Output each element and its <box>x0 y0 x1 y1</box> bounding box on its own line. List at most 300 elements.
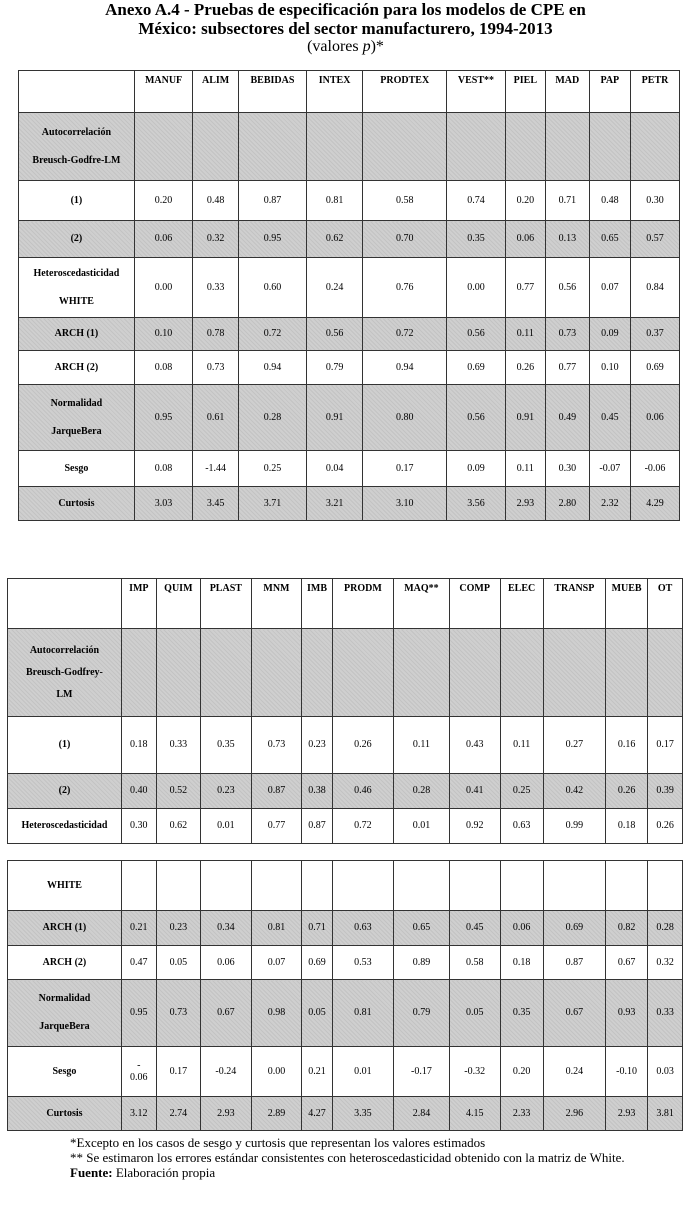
column-header: PAP <box>589 71 630 113</box>
table-cell: 0.28 <box>648 911 683 946</box>
table-cell: 0.30 <box>121 809 156 844</box>
table-cell: 2.93 <box>605 1097 647 1131</box>
row-label-line: Breusch-Godfre-LM <box>32 154 121 166</box>
table-cell: 0.73 <box>251 717 302 774</box>
table-2 <box>7 578 683 844</box>
document-title-line1: Anexo A.4 - Pruebas de especificación para los modelos de CPE en <box>105 0 586 19</box>
table-cell: -0.06 <box>631 451 680 487</box>
column-header: MAD <box>546 71 590 113</box>
table-cell: 0.87 <box>238 181 306 221</box>
row-label <box>19 258 135 318</box>
table-cell: 0.34 <box>201 911 252 946</box>
table-cell: 2.93 <box>201 1097 252 1131</box>
table-cell <box>201 861 252 911</box>
table-cell: 0.73 <box>156 980 200 1047</box>
table-cell: 0.56 <box>546 258 590 318</box>
table-cell: 0.23 <box>302 717 333 774</box>
table-row <box>8 774 683 809</box>
row-label-line: ARCH (2) <box>54 361 99 373</box>
table-cell: 0.11 <box>505 451 545 487</box>
row-label <box>8 629 122 717</box>
table-cell: 0.20 <box>505 181 545 221</box>
table-cell: 0.20 <box>500 1047 543 1097</box>
table-cell: - 0.06 <box>121 1047 156 1097</box>
row-label-line: LM <box>56 688 73 700</box>
table-cell: 0.11 <box>500 717 543 774</box>
table-cell: 0.43 <box>449 717 500 774</box>
table-cell: 0.45 <box>449 911 500 946</box>
table-cell: 0.28 <box>238 385 306 451</box>
table-cell: 0.65 <box>394 911 450 946</box>
column-header: PETR <box>631 71 680 113</box>
table-row <box>19 258 680 318</box>
table-cell: 0.04 <box>306 451 362 487</box>
table-cell: 0.09 <box>589 318 630 351</box>
table-cell: 0.81 <box>332 980 393 1047</box>
subtitle-pre: (valores <box>307 38 363 55</box>
table-cell <box>302 861 333 911</box>
row-label-line: Heteroscedasticidad <box>21 820 108 831</box>
table-cell <box>605 861 647 911</box>
table-cell <box>631 113 680 181</box>
row-label-line: (2) <box>70 233 83 244</box>
table-cell: 0.40 <box>121 774 156 809</box>
table-cell <box>251 629 302 717</box>
table-cell: 0.30 <box>546 451 590 487</box>
column-header: ELEC <box>500 579 543 629</box>
table-cell: 0.18 <box>121 717 156 774</box>
table-cell: 0.94 <box>238 351 306 385</box>
table-cell <box>543 861 605 911</box>
table-cell: 0.13 <box>546 221 590 258</box>
table-cell: 0.77 <box>251 809 302 844</box>
table-cell: 0.84 <box>631 258 680 318</box>
row-label-line: WHITE <box>58 295 94 307</box>
table-cell: 0.56 <box>447 385 505 451</box>
table-cell: 0.32 <box>648 946 683 980</box>
table-cell: 0.11 <box>505 318 545 351</box>
table-row <box>8 946 683 980</box>
table-cell: 0.91 <box>505 385 545 451</box>
table-row <box>19 318 680 351</box>
table-cell: 3.81 <box>648 1097 683 1131</box>
footnote-1: *Excepto en los casos de sesgo y curtosis que representan los valores estimados <box>70 1135 486 1150</box>
row-label <box>8 774 122 809</box>
table-cell <box>500 629 543 717</box>
column-header: BEBIDAS <box>238 71 306 113</box>
column-header: INTEX <box>306 71 362 113</box>
table-cell: 0.05 <box>156 946 200 980</box>
table-cell: 2.84 <box>394 1097 450 1131</box>
table-cell <box>251 861 302 911</box>
table-cell: -0.17 <box>394 1047 450 1097</box>
table-cell: 0.63 <box>500 809 543 844</box>
table-row <box>19 487 680 521</box>
table-cell: 3.56 <box>447 487 505 521</box>
column-header: VEST** <box>447 71 505 113</box>
table-cell: 0.56 <box>447 318 505 351</box>
table-cell: 0.78 <box>193 318 239 351</box>
table-row <box>8 861 683 911</box>
table-cell: 0.33 <box>156 717 200 774</box>
table-cell: 0.06 <box>631 385 680 451</box>
table-cell <box>156 629 200 717</box>
column-header: PIEL <box>505 71 545 113</box>
table-cell: 0.28 <box>394 774 450 809</box>
table-cell: 0.09 <box>447 451 505 487</box>
table-cell: 0.41 <box>449 774 500 809</box>
table-cell <box>238 113 306 181</box>
table-cell <box>332 861 393 911</box>
table-cell: 0.62 <box>306 221 362 258</box>
table-cell <box>363 113 447 181</box>
table-cell: 3.10 <box>363 487 447 521</box>
table-cell: 0.67 <box>201 980 252 1047</box>
table-cell: 0.35 <box>500 980 543 1047</box>
table-cell: 0.06 <box>134 221 192 258</box>
table-row <box>8 717 683 774</box>
header-row <box>19 71 680 113</box>
row-label-line: WHITE <box>46 879 82 891</box>
table-row <box>19 351 680 385</box>
row-label-line: Curtosis <box>46 1107 83 1119</box>
table-cell: 0.47 <box>121 946 156 980</box>
row-label <box>19 351 135 385</box>
table-cell: 0.72 <box>238 318 306 351</box>
row-label <box>19 318 135 351</box>
table-cell: 0.03 <box>648 1047 683 1097</box>
table-row <box>8 809 683 844</box>
table-cell: 0.48 <box>193 181 239 221</box>
table-cell: 0.91 <box>306 385 362 451</box>
table-cell: 0.35 <box>447 221 505 258</box>
table-cell: 0.07 <box>589 258 630 318</box>
table-cell: 0.00 <box>251 1047 302 1097</box>
table-cell: 0.17 <box>648 717 683 774</box>
column-header: MANUF <box>134 71 192 113</box>
table-cell: 0.26 <box>505 351 545 385</box>
table-cell: 0.56 <box>306 318 362 351</box>
table-cell: 0.01 <box>332 1047 393 1097</box>
table-cell: 0.06 <box>500 911 543 946</box>
table-cell: 0.95 <box>134 385 192 451</box>
row-label-line: (2) <box>58 785 71 796</box>
table-cell: 0.80 <box>363 385 447 451</box>
table-cell <box>589 113 630 181</box>
column-header: COMP <box>449 579 500 629</box>
table-cell: 3.03 <box>134 487 192 521</box>
row-label <box>19 113 135 181</box>
table-cell <box>394 629 450 717</box>
table-cell: 0.06 <box>201 946 252 980</box>
document-subtitle <box>0 38 691 56</box>
table-cell: 2.89 <box>251 1097 302 1131</box>
table-cell: 0.62 <box>156 809 200 844</box>
table-cell <box>394 861 450 911</box>
table-cell: -0.32 <box>449 1047 500 1097</box>
table-cell: 0.27 <box>543 717 605 774</box>
table-1 <box>18 70 680 521</box>
table-cell: 0.17 <box>363 451 447 487</box>
row-label <box>8 809 122 844</box>
table-cell: 0.25 <box>238 451 306 487</box>
header-corner <box>8 579 122 629</box>
table-cell: 2.93 <box>505 487 545 521</box>
table-cell: 0.32 <box>193 221 239 258</box>
row-label-line: Curtosis <box>58 497 95 509</box>
row-label-line: (1) <box>70 194 83 206</box>
table-cell: 0.72 <box>332 809 393 844</box>
table-cell: 0.26 <box>605 774 647 809</box>
table-cell: 0.67 <box>543 980 605 1047</box>
table-cell: -0.10 <box>605 1047 647 1097</box>
row-label-line: ARCH (2) <box>42 956 87 968</box>
row-label <box>19 181 135 221</box>
table-cell: 0.79 <box>306 351 362 385</box>
table-cell: 0.17 <box>156 1047 200 1097</box>
table-cell: 0.33 <box>648 980 683 1047</box>
table-cell: 0.10 <box>589 351 630 385</box>
row-label <box>19 221 135 258</box>
table-cell: 0.48 <box>589 181 630 221</box>
table-cell: 0.67 <box>605 946 647 980</box>
row-label-line: Autocorrelación <box>29 644 100 656</box>
table-cell: 0.77 <box>546 351 590 385</box>
table-cell <box>543 629 605 717</box>
table-row <box>8 911 683 946</box>
table-cell <box>201 629 252 717</box>
column-header: PRODM <box>332 579 393 629</box>
table-cell: 0.05 <box>449 980 500 1047</box>
table-cell: 0.08 <box>134 351 192 385</box>
table-cell: 0.73 <box>193 351 239 385</box>
table-cell: -1.44 <box>193 451 239 487</box>
row-label <box>8 717 122 774</box>
subtitle-post: )* <box>370 38 384 55</box>
source-label: Fuente: <box>70 1165 113 1180</box>
table-cell: 0.11 <box>394 717 450 774</box>
table-cell <box>449 861 500 911</box>
row-label <box>8 1047 122 1097</box>
table-cell: 0.49 <box>546 385 590 451</box>
column-header: QUIM <box>156 579 200 629</box>
table-cell <box>605 629 647 717</box>
table-cell <box>332 629 393 717</box>
header-corner <box>19 71 135 113</box>
table-cell: 0.05 <box>302 980 333 1047</box>
table-cell: 0.01 <box>201 809 252 844</box>
table-cell: 4.27 <box>302 1097 333 1131</box>
table-cell: 0.98 <box>251 980 302 1047</box>
column-header: ALIM <box>193 71 239 113</box>
table-cell <box>546 113 590 181</box>
table-cell: 0.00 <box>447 258 505 318</box>
table-cell: 2.80 <box>546 487 590 521</box>
table-cell: 0.52 <box>156 774 200 809</box>
table-cell: 0.01 <box>394 809 450 844</box>
column-header: PRODTEX <box>363 71 447 113</box>
table-cell: 0.69 <box>631 351 680 385</box>
row-label <box>19 385 135 451</box>
table-row <box>19 451 680 487</box>
table-cell: 2.32 <box>589 487 630 521</box>
table-cell: 0.99 <box>543 809 605 844</box>
table-row <box>19 113 680 181</box>
table-cell: 0.95 <box>238 221 306 258</box>
table-cell: 3.71 <box>238 487 306 521</box>
table-cell <box>306 113 362 181</box>
row-label-line: JarqueBera <box>51 425 102 437</box>
table-cell: 0.69 <box>447 351 505 385</box>
table-cell: 0.60 <box>238 258 306 318</box>
table-cell: 0.21 <box>121 911 156 946</box>
document-title-line2: México: subsectores del sector manufacturero, 1994-2013 <box>138 19 553 38</box>
column-header: IMP <box>121 579 156 629</box>
table-cell: 0.30 <box>631 181 680 221</box>
table-row <box>19 385 680 451</box>
table-cell <box>302 629 333 717</box>
table-cell: 0.87 <box>302 809 333 844</box>
table-cell: 0.92 <box>449 809 500 844</box>
table-cell: 0.69 <box>302 946 333 980</box>
row-label <box>19 487 135 521</box>
table-cell <box>447 113 505 181</box>
table-3 <box>7 860 683 1131</box>
table-row <box>8 1097 683 1131</box>
footnotes <box>70 1135 630 1180</box>
table-cell: 4.15 <box>449 1097 500 1131</box>
table-cell: 0.21 <box>302 1047 333 1097</box>
column-header: MNM <box>251 579 302 629</box>
table-cell <box>156 861 200 911</box>
table-cell <box>134 113 192 181</box>
table-cell: 0.94 <box>363 351 447 385</box>
row-label <box>8 861 122 911</box>
table-cell: 0.07 <box>251 946 302 980</box>
table-cell: 0.58 <box>363 181 447 221</box>
table-cell: 0.53 <box>332 946 393 980</box>
table-cell: 0.77 <box>505 258 545 318</box>
table-cell: -0.24 <box>201 1047 252 1097</box>
table-cell: 0.23 <box>201 774 252 809</box>
table-cell: 0.00 <box>134 258 192 318</box>
table-cell: 0.72 <box>363 318 447 351</box>
row-label-line: Autocorrelación <box>41 126 112 138</box>
table-cell: 3.35 <box>332 1097 393 1131</box>
table-cell: 0.63 <box>332 911 393 946</box>
table-cell: 0.74 <box>447 181 505 221</box>
subtitle-p: p <box>362 38 371 55</box>
row-label-line: Normalidad <box>38 993 91 1004</box>
row-label-line: Breusch-Godfrey- <box>26 666 103 678</box>
table-cell: 4.29 <box>631 487 680 521</box>
table-cell: 0.93 <box>605 980 647 1047</box>
source-text: Elaboración propia <box>112 1165 216 1180</box>
table-cell: 3.45 <box>193 487 239 521</box>
title-block <box>0 0 691 56</box>
column-header: IMB <box>302 579 333 629</box>
table-cell: 0.76 <box>363 258 447 318</box>
table-cell: 0.08 <box>134 451 192 487</box>
table-cell: 0.73 <box>546 318 590 351</box>
table-cell <box>449 629 500 717</box>
table-cell: 0.24 <box>543 1047 605 1097</box>
table-cell: 0.79 <box>394 980 450 1047</box>
table-cell: 0.58 <box>449 946 500 980</box>
column-header: TRANSP <box>543 579 605 629</box>
table-cell: 0.18 <box>605 809 647 844</box>
table-cell: 2.74 <box>156 1097 200 1131</box>
table-cell: 0.33 <box>193 258 239 318</box>
row-label <box>8 911 122 946</box>
table-cell: 0.81 <box>306 181 362 221</box>
footnote-2: ** Se estimaron los errores estándar consistentes con heteroscedasticidad obtenido con la matriz de White. <box>70 1150 625 1165</box>
table-cell <box>648 629 683 717</box>
row-label-line: Normalidad <box>50 397 103 409</box>
table-cell <box>500 861 543 911</box>
table-cell: 0.89 <box>394 946 450 980</box>
column-header: PLAST <box>201 579 252 629</box>
table-cell: 0.16 <box>605 717 647 774</box>
table-cell <box>505 113 545 181</box>
table-row <box>8 1047 683 1097</box>
row-label-line: ARCH (1) <box>54 328 99 339</box>
source-line <box>70 1165 630 1180</box>
table-cell: 0.26 <box>648 809 683 844</box>
table-cell: 3.12 <box>121 1097 156 1131</box>
table-cell: 2.33 <box>500 1097 543 1131</box>
table-cell: 0.70 <box>363 221 447 258</box>
table-cell <box>648 861 683 911</box>
row-label-line: (1) <box>58 739 71 750</box>
table-cell: 0.61 <box>193 385 239 451</box>
table-cell: 0.38 <box>302 774 333 809</box>
table-cell: 0.69 <box>543 911 605 946</box>
table-cell <box>121 861 156 911</box>
table-cell: 0.18 <box>500 946 543 980</box>
table-cell: 0.25 <box>500 774 543 809</box>
column-header: MUEB <box>605 579 647 629</box>
table-row <box>8 980 683 1047</box>
row-label <box>19 451 135 487</box>
table-row <box>19 181 680 221</box>
table-cell: 0.71 <box>302 911 333 946</box>
column-header: MAQ** <box>394 579 450 629</box>
table-cell <box>121 629 156 717</box>
table-cell: -0.07 <box>589 451 630 487</box>
table-cell: 3.21 <box>306 487 362 521</box>
table-cell: 0.35 <box>201 717 252 774</box>
table-cell: 0.87 <box>251 774 302 809</box>
table-cell: 0.87 <box>543 946 605 980</box>
row-label <box>8 980 122 1047</box>
row-label-line: JarqueBera <box>39 1021 90 1032</box>
row-label-line: Heteroscedasticidad <box>33 267 120 279</box>
row-label-line: ARCH (1) <box>42 922 87 933</box>
table-cell: 0.46 <box>332 774 393 809</box>
table-cell: 0.26 <box>332 717 393 774</box>
table-cell: 0.37 <box>631 318 680 351</box>
table-cell: 0.71 <box>546 181 590 221</box>
table-cell: 0.23 <box>156 911 200 946</box>
table-cell: 0.42 <box>543 774 605 809</box>
table-cell: 0.57 <box>631 221 680 258</box>
table-row <box>19 221 680 258</box>
table-cell: 0.10 <box>134 318 192 351</box>
table-cell: 2.96 <box>543 1097 605 1131</box>
table-row <box>8 629 683 717</box>
table-cell: 0.20 <box>134 181 192 221</box>
